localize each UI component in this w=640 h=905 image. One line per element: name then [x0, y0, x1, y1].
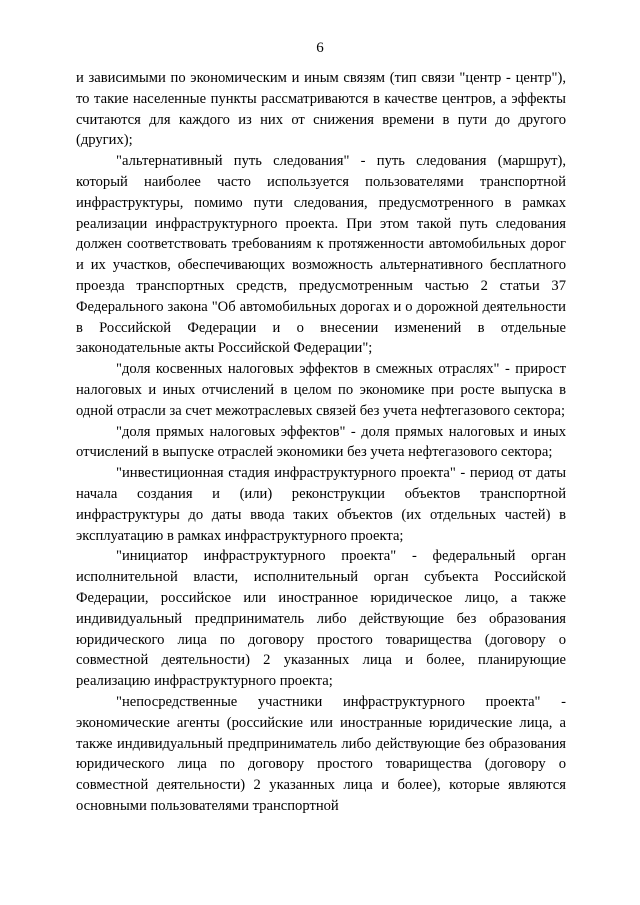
paragraph: "альтернативный путь следования" - путь следования (маршрут), который наиболее часто используется пользователями транспортной инфраструктуры, помимо пути следования, предусмотренного в рамках реализации инфраструктурного проекта. При этом такой путь следования должен соответствовать требованиям к протяженности автомобильных дорог и их участков, обеспечивающих возможность альтернативного бесплатного проезда транспортных средств, предусмотренным частью 2 статьи 37 Федерального закона "Об автомобильных дорогах и о дорожной деятельности в Российской Федерации и о внесении изменений в отдельные законодательные акты Российской Федерации"; — [76, 153, 566, 357]
paragraph: "доля косвенных налоговых эффектов в смежных отраслях" - прирост налоговых и иных отчислений в целом по экономике при росте выпуска в одной отрасли за счет межотраслевых связей без учета нефтегазового сектора; — [76, 361, 566, 419]
paragraph: и зависимыми по экономическим и иным связям (тип связи "центр - центр"), то такие населенные пункты рассматриваются в качестве центров, а эффекты считаются для каждого из них от снижения времени в пути до другого (других); — [76, 70, 566, 149]
paragraph: "доля прямых налоговых эффектов" - доля прямых налоговых и иных отчислений в выпуске отраслей экономики без учета нефтегазового сектора; — [76, 423, 566, 461]
page-number: 6 — [316, 40, 324, 56]
paragraph: "инициатор инфраструктурного проекта" - федеральный орган исполнительной власти, исполнительный орган субъекта Российской Федерации, российское или иностранное юридическое лицо, а также индивидуальный предприниматель либо действующие без образования юридического лица по договору простого товарищества (договору о совместной деятельности) 2 указанных лица и более, планирующие реализацию инфраструктурного проекта; — [76, 548, 566, 690]
paragraph: "инвестиционная стадия инфраструктурного проекта" - период от даты начала создания и (или) реконструкции объектов транспортной инфраструктуры до даты ввода таких объектов (их отдельных частей) в эксплуатацию в рамках инфраструктурного проекта; — [76, 465, 566, 544]
paragraph: "непосредственные участники инфраструктурного проекта" - экономические агенты (российские или иностранные юридические лица, а также индивидуальный предприниматель либо действующие без образования юридического лица по договору простого товарищества (договору о совместной деятельности) 2 указанных лица и более), которые являются основными пользователями транспортной — [76, 693, 566, 814]
document-body — [76, 68, 566, 817]
